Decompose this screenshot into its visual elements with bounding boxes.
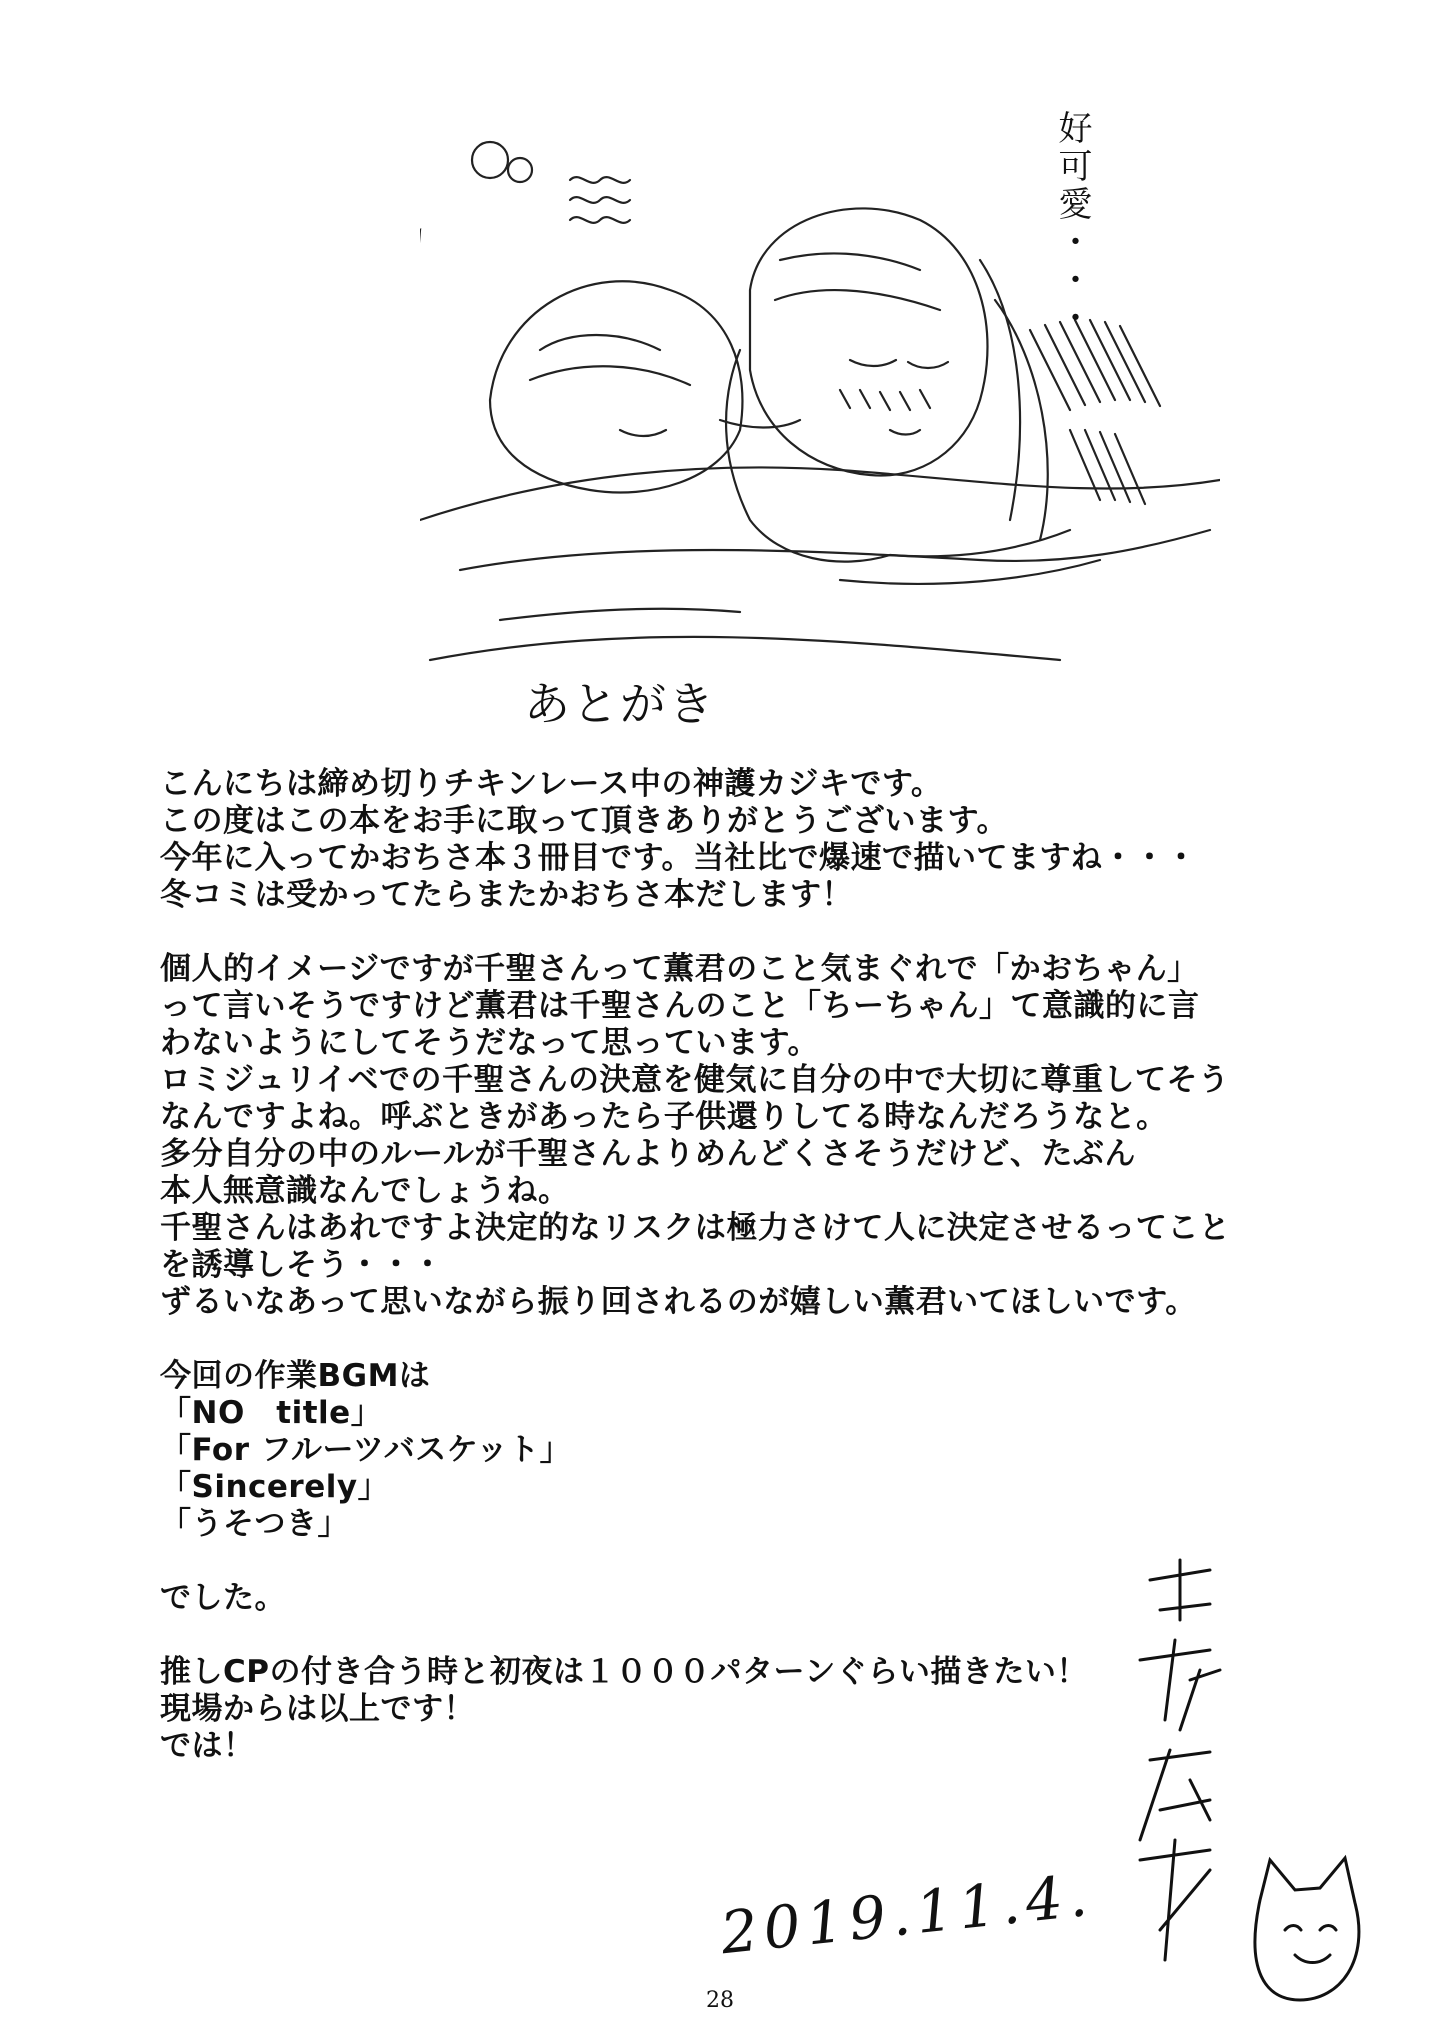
text-line: ずるいなあって思いながら振り回されるのが嬉しい薫君いてほしいです。: [160, 1284, 1197, 1320]
sleeping-couple-illustration: [420, 100, 1220, 700]
sketch-drawing: [420, 100, 1220, 700]
text-line: こんにちは締め切りチキンレース中の神護カジキです。: [160, 766, 943, 802]
text-line: 「For フルーツバスケット」: [160, 1432, 572, 1468]
text-line: ロミジュリイベでの千聖さんの決意を健気に自分の中で大切に尊重してそう: [160, 1062, 1230, 1098]
text-line: 「うそつき」: [160, 1506, 349, 1542]
handwritten-signature-mascot: [1040, 1540, 1370, 2010]
text-line: では！: [160, 1728, 255, 1764]
text-line: 現場からは以上です！: [160, 1691, 475, 1727]
page-title: あとがき: [524, 677, 716, 731]
text-line: って言いそうですけど薫君は千聖さんのこと「ちーちゃん」て意識的に言: [160, 988, 1200, 1024]
signature: [1040, 1540, 1370, 2010]
page-number: 28: [706, 1988, 734, 2013]
text-line: 「NO title」: [160, 1395, 383, 1431]
text-line: 推しCPの付き合う時と初夜は１０００パターンぐらい描きたい！: [160, 1654, 1088, 1690]
text-line: 今回の作業BGMは: [160, 1358, 431, 1394]
text-line: を誘導しそう・・・: [160, 1247, 444, 1283]
text-line: 千聖さんはあれですよ決定的なリスクは極力さけて人に決定させるってこと: [160, 1210, 1231, 1246]
text-line: 「Sincerely」: [160, 1469, 390, 1505]
vertical-note: 好可愛・・・: [1052, 110, 1092, 338]
text-line: 本人無意識なんでしょうね。: [160, 1173, 570, 1209]
text-line: 今年に入ってかおちさ本３冊目です。当社比で爆速で描いてますね・・・: [160, 840, 1198, 876]
text-line: なんですよね。呼ぶときがあったら子供還りしてる時なんだろうなと。: [160, 1099, 1168, 1135]
text-line: この度はこの本をお手に取って頂きありがとうございます。: [160, 803, 1009, 839]
text-line: 多分自分の中のルールが千聖さんよりめんどくさそうだけど、たぶん: [160, 1136, 1136, 1172]
text-line: 冬コミは受かってたらまたかおちさ本だします！: [160, 877, 853, 913]
text-line: わないようにしてそうだなって思っています。: [160, 1025, 820, 1061]
text-line: でした。: [160, 1580, 286, 1616]
text-line: 個人的イメージですが千聖さんって薫君のこと気まぐれで「かおちゃん」: [160, 951, 1199, 987]
date: 2019.11.4.: [717, 1860, 1097, 1968]
